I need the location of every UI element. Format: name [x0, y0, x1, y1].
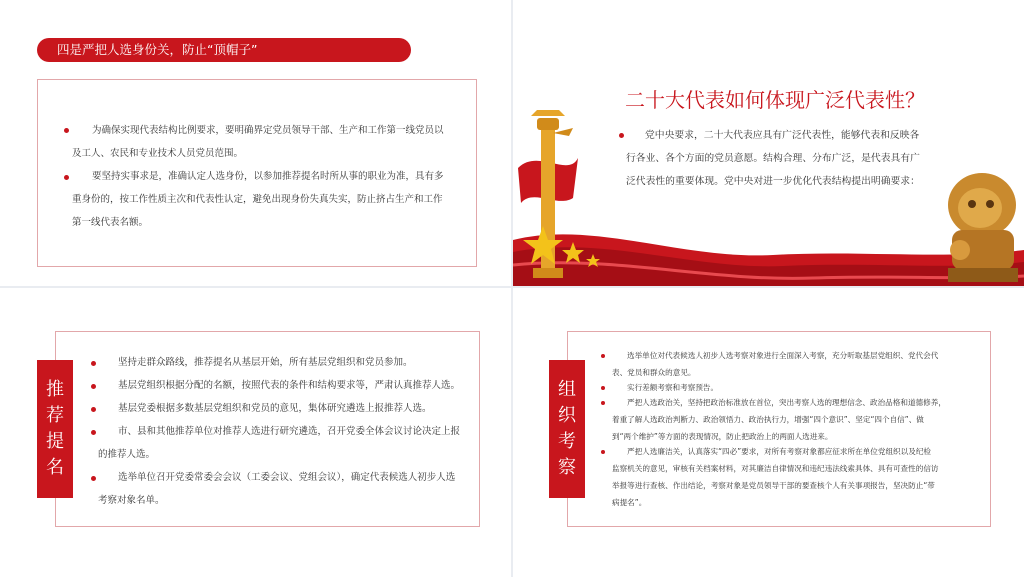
slide1-para1-line1: 为确保实现代表结构比例要求，要明确界定党员领导干部、生产和工作第一线党员以: [92, 125, 444, 136]
bullet-dot: [91, 407, 96, 412]
bullet-dot: [64, 175, 69, 180]
slide4-item: 举报等进行查核、作出结论，考察对象是党员领导干部的要查核个人有关事项报告，坚决防止“带: [612, 481, 935, 490]
slide3-item: 基层党组织根据分配的名额，按照代表的条件和结构要求等，严肃认真推荐人选。: [118, 380, 461, 391]
slide4-item: 严把人选廉洁关，认真落实“四必”要求，对所有考察对象都应征求所在单位党组织以及纪检: [627, 447, 932, 456]
slide4-item: 监察机关的意见，审核有关档案材料，对其廉洁自律情况和违纪违法线索具体、具有可查性的信访: [612, 464, 939, 473]
slide4-item: 着重了解人选政治判断力、政治领悟力、政治执行力，增强“四个意识”、坚定“四个自信”、做: [612, 415, 924, 424]
slide4-item: 选举单位对代表候选人初步人选考察对象进行全面深入考察，充分听取基层党组织、党代会代: [627, 351, 939, 360]
slide3-tab-label: 推荐提名: [46, 379, 64, 478]
bullet-dot: [601, 401, 605, 405]
slide4-tab-label: 组织考察: [558, 379, 576, 478]
slide3-side-tab: [37, 360, 73, 498]
slide1-para1-line2: 及工人、农民和专业技术人员党员范围。: [72, 148, 244, 159]
bullet-dot: [601, 386, 605, 390]
slide4-item: 严把人选政治关，坚持把政治标准放在首位，突出考察人选的理想信念、政治品格和道德修养，: [627, 398, 946, 407]
bullet-dot: [91, 384, 96, 389]
slide4-item: 实行差额考察和考察预告。: [627, 383, 719, 392]
slide2-line3: 泛代表性的重要体现。党中央对进一步优化代表结构提出明确要求：: [626, 176, 920, 187]
slide2-line2: 行各业、各个方面的党员意愿。结构合理、分布广泛，是代表具有广: [626, 153, 920, 164]
slide4-item: 病提名”。: [612, 498, 647, 507]
slide4-side-tab: [549, 360, 585, 498]
star-icons: [523, 224, 613, 274]
slide4-item: 表、党员和群众的意见。: [612, 368, 696, 377]
slide3-item: 选举单位召开党委常委会会议（工委会议、党组会议），确定代表候选人初步人选: [118, 472, 456, 483]
slide3-item: 考察对象名单。: [98, 495, 165, 506]
stone-lion-icon: [930, 160, 1024, 284]
slide1-title-pill: 四是严把人选身份关，防止“顶帽子”: [37, 38, 411, 62]
slide3-item: 基层党委根据多数基层党组织和党员的意见，集体研究遴选上报推荐人选。: [118, 403, 432, 414]
bullet-dot: [619, 133, 624, 138]
slide2-title: 二十大代表如何体现广泛代表性？: [625, 88, 925, 112]
slide1-para2-line1: 要坚持实事求是，准确认定人选身份，以参加推荐提名时所从事的职业为准，具有多: [92, 171, 444, 182]
bullet-dot: [601, 354, 605, 358]
slide1-para2-line3: 第一线代表名额。: [72, 217, 149, 228]
slide1-para2-line2: 重身份的，按工作性质主次和代表性认定，避免出现身份失真失实，防止挤占生产和工作: [72, 194, 443, 205]
bullet-dot: [601, 450, 605, 454]
bullet-dot: [91, 430, 96, 435]
bullet-dot: [64, 128, 69, 133]
bullet-dot: [91, 361, 96, 366]
slide3-item: 坚持走群众路线，推荐提名从基层开始，所有基层党组织和党员参加。: [118, 357, 413, 368]
bullet-dot: [91, 476, 96, 481]
slide4-item: 到“两个维护”等方面的表现情况，防止把政治上的两面人选进来。: [612, 432, 833, 441]
slide3-item: 市、县和其他推荐单位对推荐人选进行研究遴选，召开党委全体会议讨论决定上报: [118, 426, 461, 437]
slide3-item: 的推荐人选。: [98, 449, 156, 460]
slide2-line1: 党中央要求，二十大代表应具有广泛代表性，能够代表和反映各: [645, 130, 920, 141]
